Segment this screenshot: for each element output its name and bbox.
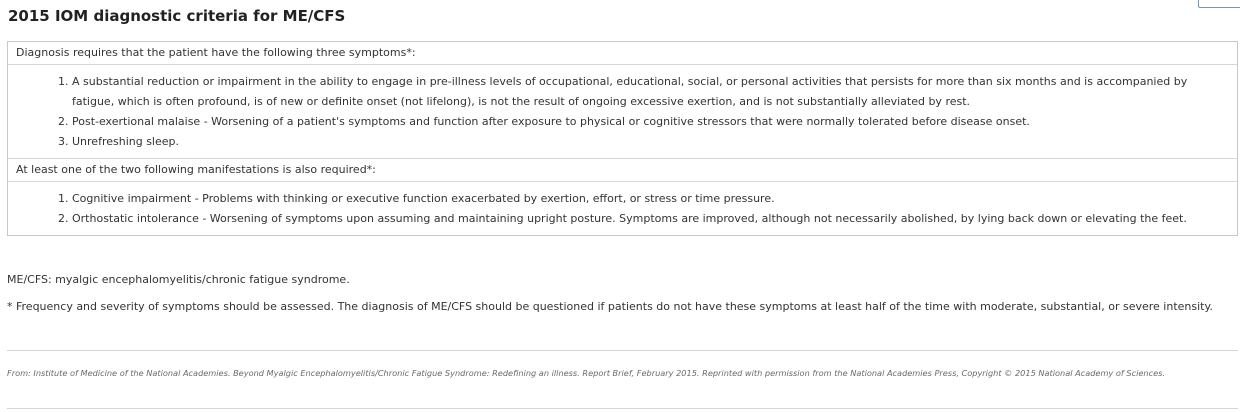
criteria-table (7, 41, 1238, 236)
section-body-required-symptoms (8, 65, 1237, 158)
divider (7, 408, 1238, 409)
list-item: 2. Orthostatic intolerance - Worsening of symptoms upon assuming and maintaining upright posture. Symptoms are improved, although not necessarily abolished, by lying back down or elevating the feet. (72, 209, 1227, 229)
abbreviation-note: ME/CFS: myalgic encephalomyelitis/chronic fatigue syndrome. (7, 273, 350, 286)
list-item: 1. A substantial reduction or impairment in the ability to engage in pre-illness levels of occupational, educational, social, or personal activities that persists for more than six months and is accompanied by fatigue, which is often profound, is of new or definite onset (not lifelong), is not the result of ongoing excessive exertion, and is not substantially alleviated by rest. (72, 72, 1227, 112)
list-item: 2. Post-exertional malaise - Worsening of a patient's symptoms and function after exposure to physical or cognitive stressors that were normally tolerated before disease onset. (72, 112, 1227, 132)
section-heading-manifestations: At least one of the two following manifestations is also required*: (8, 158, 1237, 182)
list-item: 1. Cognitive impairment - Problems with thinking or executive function exacerbated by exertion, effort, or stress or time pressure. (72, 189, 1227, 209)
list-item: 3. Unrefreshing sleep. (72, 132, 1227, 152)
divider (7, 350, 1238, 351)
section-body-manifestations (8, 182, 1237, 235)
source-citation: From: Institute of Medicine of the National Academies. Beyond Myalgic Encephalomyelitis/Chronic Fatigue Syndrome: Redefining an illness. Report Brief, February 2015. Reprinted with permission from the National Academies Press, Copyright © 2015 National Academy of Sciences. (7, 368, 1165, 378)
required-symptoms-list (8, 72, 1227, 152)
corner-button[interactable] (1198, 0, 1240, 8)
manifestations-list (8, 189, 1227, 229)
page-title: 2015 IOM diagnostic criteria for ME/CFS (8, 7, 346, 25)
footnote: * Frequency and severity of symptoms should be assessed. The diagnosis of ME/CFS should be questioned if patients do not have these symptoms at least half of the time with moderate, substantial, or severe intensity. (7, 300, 1213, 313)
section-heading-required-symptoms: Diagnosis requires that the patient have the following three symptoms*: (8, 42, 1237, 65)
